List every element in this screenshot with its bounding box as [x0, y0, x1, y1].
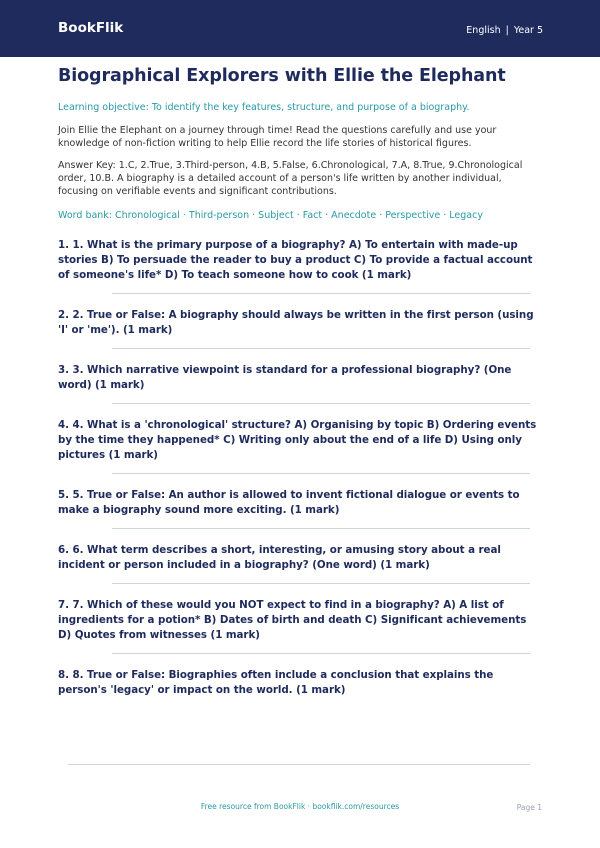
question-list: [58, 238, 542, 698]
learning-objective: Learning objective: To identify the key features, structure, and purpose of a biography.: [58, 102, 470, 113]
answer-line-5[interactable]: [112, 518, 530, 529]
answer-line-1[interactable]: [112, 283, 530, 294]
bottom-divider: [68, 764, 530, 765]
question-7: 7. 7. Which of these would you NOT expect to find in a biography? A) A list of ingredients for a potion* B) Dates of birth and death C) Significant achievements D) Quotes from witnesses (1 mark): [58, 599, 527, 641]
question-4: 4. 4. What is a 'chronological' structure? A) Organising by topic B) Ordering events by the time they happened* C) Writing only about the end of a life D) Using only pictures (1 mark): [58, 419, 537, 461]
answer-line-3[interactable]: [112, 393, 530, 404]
answer-line-7[interactable]: [112, 643, 530, 654]
question-6: 6. 6. What term describes a short, interesting, or amusing story about a real incident or person included in a biography? (One word) (1 mark): [58, 544, 501, 571]
worksheet-content: [58, 64, 542, 698]
question-1: 1. 1. What is the primary purpose of a biography? A) To entertain with made-up stories B) To persuade the reader to buy a product C) To provide a factual account of someone's life* D) To teach someone how to cook (1 mark): [58, 239, 533, 281]
page-header: [0, 0, 600, 57]
intro-text: Join Ellie the Elephant on a journey through time! Read the questions carefully and use your knowledge of non-fiction writing to help Ellie record the life stories of historical figures.: [58, 125, 497, 149]
year-label: Year 5: [513, 25, 543, 36]
header-separator: |: [505, 25, 509, 36]
question-5: 5. 5. True or False: An author is allowed to invent fictional dialogue or events to make a biography sound more exciting. (1 mark): [58, 489, 520, 516]
answer-line-2[interactable]: [112, 338, 530, 349]
word-bank: Word bank: Chronological · Third-person · Subject · Fact · Anecdote · Perspective · Legacy: [58, 210, 483, 221]
subject-label: English: [466, 25, 501, 36]
answer-key: Answer Key: 1.C, 2.True, 3.Third-person, 4.B, 5.False, 6.Chronological, 7.A, 8.True, 9.Chronological order, 10.B. A biography is a detailed account of a person's life written by another individual, focusing on verifiable events and significant contributions.: [58, 160, 523, 197]
header-meta: [466, 26, 543, 36]
worksheet-title: Biographical Explorers with Ellie the Elephant: [58, 66, 506, 86]
question-2: 2. 2. True or False: A biography should always be written in the first person (using 'I' or 'me'). (1 mark): [58, 309, 534, 336]
answer-line-6[interactable]: [112, 573, 530, 584]
brand-logo: BookFlik: [58, 20, 124, 36]
question-8: 8. 8. True or False: Biographies often include a conclusion that explains the person's 'legacy' or impact on the world. (1 mark): [58, 669, 494, 696]
page-number: Page 1: [516, 803, 542, 812]
answer-line-4[interactable]: [112, 463, 530, 474]
footer-text: Free resource from BookFlik · bookflik.com/resources: [200, 802, 400, 811]
question-3: 3. 3. Which narrative viewpoint is standard for a professional biography? (One word) (1 mark): [58, 364, 512, 391]
